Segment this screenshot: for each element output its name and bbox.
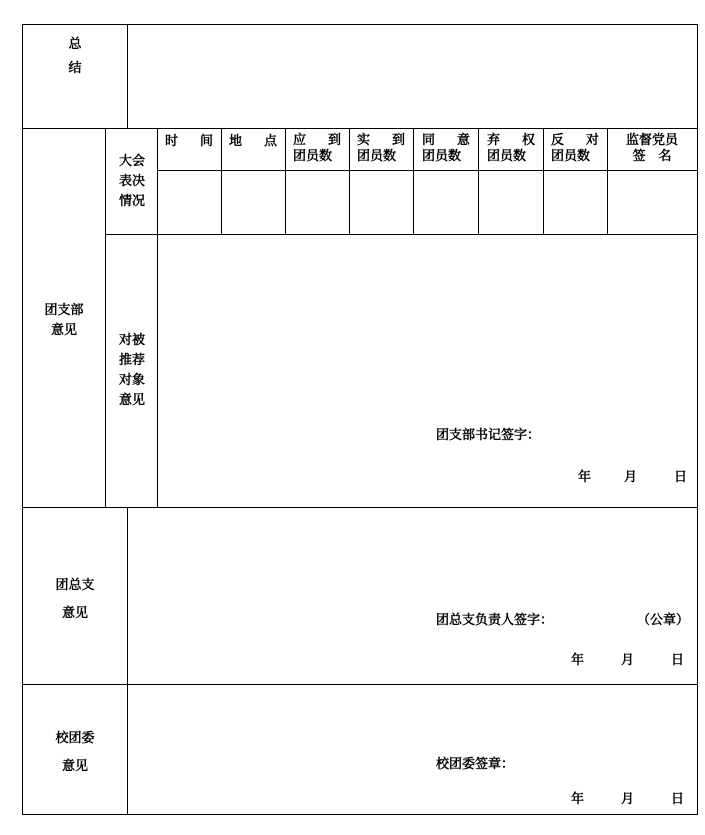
vote-header-line [157, 170, 698, 171]
branch-bottom-line [22, 507, 698, 508]
lower-divider [127, 507, 128, 815]
school-committee-label: 校团委 意见 [55, 731, 95, 774]
col-divider [285, 128, 286, 234]
general-branch-label: 团总支 意见 [55, 578, 95, 621]
col-divider [413, 128, 414, 234]
border-left [22, 24, 23, 815]
general-branch-date-year: 年 [571, 653, 585, 668]
col-header-expected: 应 到 团员数 [293, 133, 341, 164]
general-branch-bottom-line [22, 684, 698, 685]
col-header-time: 时 间 [165, 134, 213, 149]
branch-secretary-signature-label: 团支部书记签字： [436, 428, 541, 443]
border-top [22, 24, 698, 25]
branch-label: 团支部 意见 [44, 303, 84, 338]
general-branch-seal-label: （公章） [637, 613, 690, 628]
summary-divider [127, 24, 128, 128]
col-divider [543, 128, 544, 234]
col-divider [349, 128, 350, 234]
school-date-month: 月 [621, 792, 635, 807]
col-header-present: 实 到 团员数 [357, 133, 405, 164]
branch-date-month: 月 [624, 470, 638, 485]
school-date-day: 日 [671, 792, 685, 807]
school-date-year: 年 [571, 792, 585, 807]
col-divider [607, 128, 608, 234]
col-header-agree: 同 意 团员数 [422, 133, 470, 164]
col-divider [221, 128, 222, 234]
vote-label: 大会 表决 情况 [118, 154, 145, 209]
col-header-abstain: 弃 权 团员数 [487, 133, 535, 164]
branch-date-day: 日 [674, 470, 688, 485]
branch-date-year: 年 [578, 470, 592, 485]
school-committee-signature-label: 校团委签章： [436, 757, 515, 772]
summary-label: 总 结 [68, 37, 82, 76]
general-branch-signature-label: 团总支负责人签字： [436, 613, 554, 628]
general-branch-date-day: 日 [671, 653, 685, 668]
general-branch-date-month: 月 [621, 653, 635, 668]
col-header-place: 地 点 [229, 134, 277, 149]
col-header-supervisor: 监督党员 签 名 [625, 133, 678, 164]
col-divider [478, 128, 479, 234]
col-header-oppose: 反 对 团员数 [551, 133, 599, 164]
sublabel-divider [157, 128, 158, 507]
border-bottom [22, 814, 698, 815]
border-right [697, 24, 698, 815]
branch-divider [105, 128, 106, 507]
vote-bottom-line [105, 234, 698, 235]
summary-bottom-line [22, 128, 698, 129]
opinion-label: 对被 推荐 对象 意见 [118, 333, 145, 408]
